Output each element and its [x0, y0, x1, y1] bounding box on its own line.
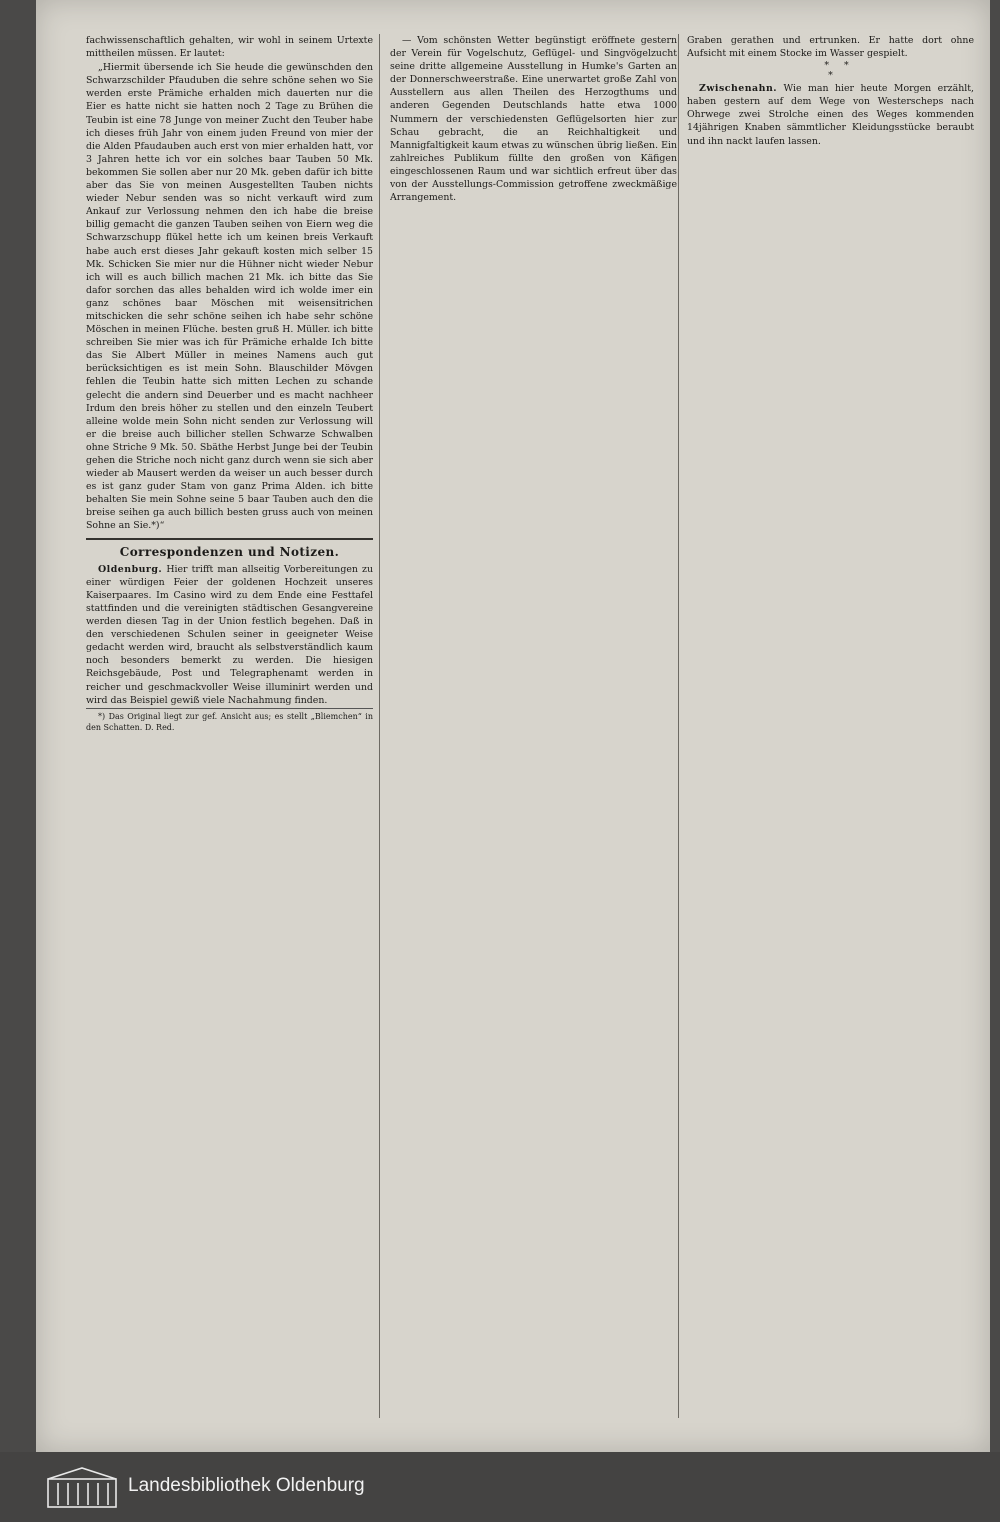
column-right: Graben gerathen und ertrunken. Er hatte dort ohne Aufsicht mit einem Stocke im Wasser gespielt. * * * Zwischenahn. Wie man hier heute Morgen erzählt, haben gestern auf dem Wege von Westerscheps nach Ohrwege zwei Strolche einen des Weges kommenden 14jährigen Knaben sämmtlicher Kleidungsstücke beraubt und ihn nackt laufen lassen. — [687, 35, 974, 147]
section-title: Correspondenzen und Notizen. — [119, 544, 340, 559]
paragraph: Graben gerathen und ertrunken. Er hatte dort ohne Aufsicht mit einem Stocke im Wasser gespielt. — [687, 35, 974, 60]
column-left — [86, 34, 373, 1424]
dateline: Oldenburg. — [98, 563, 163, 575]
section-divider — [86, 538, 373, 540]
newspaper-page — [36, 0, 990, 1452]
dateline: Zwischenahn. — [699, 83, 778, 95]
paragraph: — Vom schönsten Wetter begünstigt eröffnete gestern der Verein für Vogelschutz, Geflügel- und Singvögelzucht seine dritte allgemeine Ausstellung in Humke's Garten an der Donnerschweerstraße. Eine unerwartet große Zahl von Ausstellern aus allen Theilen des Herzogthums und anderen Gegenden Deutschlands hatte etwa 1000 Nummern der verschiedensten Geflügelsorten hier zur Schau gebracht, die an Reichhaltigkeit und Mannigfaltigkeit kaum etwas zu wünschen übrig ließen. Ein zahlreiches Publikum füllte den großen von Käfigen eingeschlossenen Raum und war sichtlich erfreut über das von der Ausstellungs-Commission getroffene zweckmäßige Arrangement. — [390, 35, 677, 204]
column-rule — [379, 34, 380, 1418]
footnote: *) Das Original liegt zur gef. Ansicht aus; es stellt „Bliemchen“ in den Schatten. D. Red. — [86, 708, 373, 733]
column-middle — [390, 34, 677, 1424]
paragraph: fachwissenschaftlich gehalten, wir wohl in seinem Urtexte mittheilen müssen. Er lautet: — [86, 35, 373, 60]
library-building-icon — [46, 1465, 118, 1509]
library-footer — [0, 1452, 1000, 1522]
paragraph: Hier trifft man allseitig Vorbereitungen zu einer würdigen Feier der goldenen Hochzeit unseres Kaiserpaares. Im Casino wird zu dem Ende eine Festtafel stattfinden und die vereinigten städtischen Gesangvereine werden diesen Tag in der Union festlich begehen. Daß in den verschiedenen Schulen seiner in geeigneter Weise gedacht werden wird, braucht als selbstverständlich kaum noch besonders bemerkt zu werden. Die hiesigen Reichsgebäude, Post und Telegraphenamt werden in reicher und geschmackvoller Weise illuminirt werden und wird das Beispiel gewiß viele Nachahmung finden. — [86, 563, 373, 706]
library-name: Landesbibliothek Oldenburg — [128, 1475, 365, 1496]
paragraph: Wie man hier heute Morgen erzählt, haben gestern auf dem Wege von Westerscheps nach Ohrwege zwei Strolche einen des Weges kommenden 14jährigen Knaben sämmtlicher Kleidungsstücke beraubt und ihn nackt laufen lassen. — [687, 83, 974, 147]
column-rule — [678, 34, 679, 1418]
quoted-letter: „Hiermit übersende ich Sie heude die gewünschden den Schwarzschilder Pfauduben die sehre schöne sehen wo Sie werden erste Prämiche erhalden mich dauerten nur die Eier es hatte nicht sie hatten noch 2 Tage zu Brühen die Teubin ist eine 78 Junge von meiner Zucht den Teuber habe ich dieses früh Jahr von einem juden Freund von mier der die Alden Pfaudauben auch erst von mier erhalden hatt, vor 3 Jahren hette ich vor ein solches baar Tauben 50 Mk. bekommen Sie sollen aber nur 20 Mk. geben dafür ich bitte aber das Sie von meinen Ausgestellten Tauben nichts wieder Nebur senden was so nicht verkauft wird zum Ankauf zur Verlossung nehmen den ich habe die breise billig gemacht die ganzen Tauben seihen von Eiern weg die Schwarzschupp flükel hette ich um keinen breis Verkauft habe auch erst dieses Jahr gekauft kosten mich selber 15 Mk. Schicken Sie mier nur die Hühner nicht wieder Nebur ich will es auch billich machen 21 Mk. ich bitte das Sie dafor sorchen das alles behalden wird ich wolde imer ein ganz schönes baar Möschen mit weisensitrichen mitschicken die sehr schöne seihen ich habe sehr schöne Möschen in meinen Flüche. besten gruß H. Müller. ich bitte schreiben Sie mier was ich für Prämiche erhalde Ich bitte das Sie Albert Müller in meines Namens auch gut berücksichtigen es ist mein Sohn. Blauschilder Mövgen fehlen die Teubin hatte sich mitten Lechen zu schande gelecht die andern sind Deuerber und es macht nachheer Irdum den breis höher zu stellen und den einzeln Teubert alleine wolde mein Sohn nicht senden zur Verlossung will er die breise auch billicher stellen Schwarze Schwalben ohne Striche 9 Mk. 50. Sbäthe Herbst Junge bei der Teubin gehen die Striche noch nicht ganz durch wenn sie sich aber wieder ab Mausert werden da weiser un auch besser durch es ist ganz guder Stam von ganz Prima Alden. ich bitte behalten Sie mein Sohne seine 5 baar Tauben auch den die breise seihen ga auch billich besten gruss auch von meinen Sohne an Sie.*)“ — [86, 62, 373, 532]
